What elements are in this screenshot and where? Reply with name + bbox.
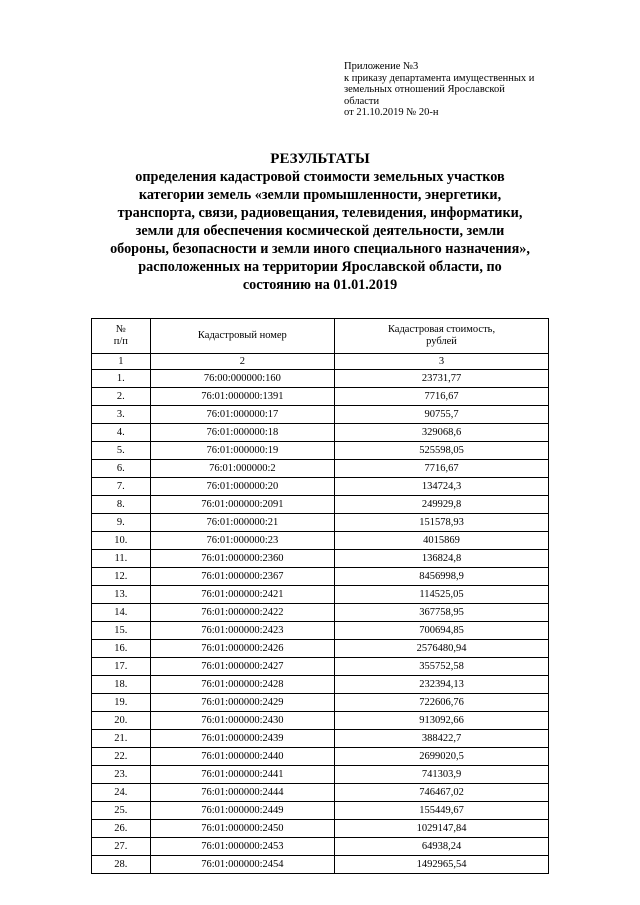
cadastral-number: 76:01:000000:19 bbox=[150, 442, 334, 460]
table-row bbox=[92, 820, 549, 838]
header-cost-unit: рублей bbox=[426, 336, 457, 347]
cadastral-cost: 367758,95 bbox=[335, 604, 549, 622]
table-row bbox=[92, 766, 549, 784]
appendix-line: от 21.10.2019 № 20-н bbox=[344, 107, 439, 119]
appendix-note bbox=[344, 61, 534, 119]
cadastral-number: 76:01:000000:23 bbox=[150, 532, 334, 550]
cadastral-cost: 329068,6 bbox=[335, 424, 549, 442]
table-row bbox=[92, 496, 549, 514]
appendix-line: к приказу департамента имущественных и bbox=[344, 72, 535, 84]
row-number: 27. bbox=[92, 838, 151, 856]
table-row bbox=[92, 694, 549, 712]
cadastral-cost: 722606,76 bbox=[335, 694, 549, 712]
header-cost-line: Кадастровая стоимость, bbox=[387, 324, 496, 335]
row-number: 23. bbox=[92, 766, 151, 784]
table-row bbox=[92, 442, 549, 460]
cadastral-cost: 151578,93 bbox=[335, 514, 549, 532]
row-number: 22. bbox=[92, 748, 151, 766]
cadastral-cost: 249929,8 bbox=[335, 496, 549, 514]
row-number: 19. bbox=[92, 694, 151, 712]
title-line: категории земель «земли промышленности, энергетики, bbox=[138, 187, 502, 203]
cadastral-cost: 388422,7 bbox=[335, 730, 549, 748]
table-row bbox=[92, 658, 549, 676]
title-line: расположенных на территории Ярославской области, по bbox=[138, 259, 502, 275]
table-row bbox=[92, 514, 549, 532]
column-number-row bbox=[92, 354, 549, 370]
cadastral-cost: 746467,02 bbox=[335, 784, 549, 802]
table-row bbox=[92, 676, 549, 694]
cadastral-number: 76:01:000000:18 bbox=[150, 424, 334, 442]
cadastral-cost: 114525,05 bbox=[335, 586, 549, 604]
table-row bbox=[92, 370, 549, 388]
cadastral-cost: 136824,8 bbox=[335, 550, 549, 568]
row-number: 15. bbox=[92, 622, 151, 640]
row-number: 13. bbox=[92, 586, 151, 604]
cadastral-number: 76:01:000000:2427 bbox=[150, 658, 334, 676]
header-cadastral-number: Кадастровый номер bbox=[150, 319, 334, 354]
row-number: 4. bbox=[92, 424, 151, 442]
appendix-line: области bbox=[344, 95, 380, 107]
row-number: 10. bbox=[92, 532, 151, 550]
column-number: 3 bbox=[335, 354, 549, 370]
cadastral-cost: 4015869 bbox=[335, 532, 549, 550]
title-line: состоянию на 01.01.2019 bbox=[242, 277, 398, 293]
row-number: 7. bbox=[92, 478, 151, 496]
cadastral-cost: 355752,58 bbox=[335, 658, 549, 676]
cadastral-cost: 741303,9 bbox=[335, 766, 549, 784]
row-number: 9. bbox=[92, 514, 151, 532]
row-number: 3. bbox=[92, 406, 151, 424]
table-header-row bbox=[92, 319, 549, 354]
cadastral-cost: 525598,05 bbox=[335, 442, 549, 460]
cadastral-number: 76:01:000000:2422 bbox=[150, 604, 334, 622]
cadastral-number: 76:01:000000:2439 bbox=[150, 730, 334, 748]
table-row bbox=[92, 748, 549, 766]
cadastral-number: 76:01:000000:2428 bbox=[150, 676, 334, 694]
cadastral-number: 76:01:000000:2429 bbox=[150, 694, 334, 712]
row-number: 28. bbox=[92, 856, 151, 874]
cadastral-number: 76:01:000000:2426 bbox=[150, 640, 334, 658]
row-number: 8. bbox=[92, 496, 151, 514]
cadastral-number: 76:01:000000:2367 bbox=[150, 568, 334, 586]
appendix-line: Приложение №3 bbox=[344, 61, 419, 72]
cadastral-cost: 1492965,54 bbox=[335, 856, 549, 874]
table-row bbox=[92, 640, 549, 658]
row-number: 6. bbox=[92, 460, 151, 478]
cadastral-cost: 155449,67 bbox=[335, 802, 549, 820]
cadastral-number: 76:01:000000:2 bbox=[150, 460, 334, 478]
cadastral-number: 76:01:000000:17 bbox=[150, 406, 334, 424]
column-number: 1 bbox=[92, 354, 151, 370]
row-number: 20. bbox=[92, 712, 151, 730]
cadastral-number: 76:01:000000:2423 bbox=[150, 622, 334, 640]
cadastral-cost: 90755,7 bbox=[335, 406, 549, 424]
row-number: 14. bbox=[92, 604, 151, 622]
title-heading: РЕЗУЛЬТАТЫ bbox=[270, 151, 370, 167]
cadastral-cost: 2699020,5 bbox=[335, 748, 549, 766]
cadastral-cost: 8456998,9 bbox=[335, 568, 549, 586]
cadastral-number: 76:01:000000:2091 bbox=[150, 496, 334, 514]
table-row bbox=[92, 478, 549, 496]
row-number: 17. bbox=[92, 658, 151, 676]
cadastral-cost: 1029147,84 bbox=[335, 820, 549, 838]
cadastral-cost: 7716,67 bbox=[335, 388, 549, 406]
table-row bbox=[92, 460, 549, 478]
cadastral-number: 76:01:000000:1391 bbox=[150, 388, 334, 406]
table-row bbox=[92, 604, 549, 622]
table-row bbox=[92, 622, 549, 640]
table-row bbox=[92, 550, 549, 568]
row-number: 12. bbox=[92, 568, 151, 586]
column-number: 2 bbox=[150, 354, 334, 370]
cadastral-number: 76:01:000000:2444 bbox=[150, 784, 334, 802]
cadastral-number: 76:01:000000:2421 bbox=[150, 586, 334, 604]
row-number: 25. bbox=[92, 802, 151, 820]
row-number: 1. bbox=[92, 370, 151, 388]
cadastral-cost: 232394,13 bbox=[335, 676, 549, 694]
header-number bbox=[92, 319, 151, 354]
row-number: 24. bbox=[92, 784, 151, 802]
appendix-line: земельных отношений Ярославской bbox=[344, 84, 505, 96]
cadastral-cost: 7716,67 bbox=[335, 460, 549, 478]
cadastral-number: 76:01:000000:2453 bbox=[150, 838, 334, 856]
header-number-symbol: № bbox=[115, 324, 126, 335]
table-row bbox=[92, 532, 549, 550]
row-number: 18. bbox=[92, 676, 151, 694]
cadastral-cost: 64938,24 bbox=[335, 838, 549, 856]
cadastral-number: 76:01:000000:2449 bbox=[150, 802, 334, 820]
cadastral-number: 76:01:000000:2360 bbox=[150, 550, 334, 568]
table-row bbox=[92, 568, 549, 586]
table-row bbox=[92, 424, 549, 442]
row-number: 26. bbox=[92, 820, 151, 838]
table-row bbox=[92, 712, 549, 730]
row-number: 5. bbox=[92, 442, 151, 460]
title-line: транспорта, связи, радиовещания, телевидения, информатики, bbox=[117, 205, 523, 221]
table-row bbox=[92, 838, 549, 856]
row-number: 16. bbox=[92, 640, 151, 658]
title-line: земли для обеспечения космической деятельности, земли bbox=[135, 223, 505, 239]
cadastral-cost: 2576480,94 bbox=[335, 640, 549, 658]
title-line: обороны, безопасности и земли иного специального назначения», bbox=[110, 241, 530, 257]
cadastral-number: 76:01:000000:21 bbox=[150, 514, 334, 532]
row-number: 2. bbox=[92, 388, 151, 406]
cadastral-number: 76:01:000000:2454 bbox=[150, 856, 334, 874]
cadastral-number: 76:01:000000:20 bbox=[150, 478, 334, 496]
cadastral-cost: 913092,66 bbox=[335, 712, 549, 730]
cadastral-cost: 134724,3 bbox=[335, 478, 549, 496]
cadastral-number: 76:01:000000:2430 bbox=[150, 712, 334, 730]
cadastral-number: 76:01:000000:2450 bbox=[150, 820, 334, 838]
row-number: 11. bbox=[92, 550, 151, 568]
document-title bbox=[60, 150, 580, 294]
row-number: 21. bbox=[92, 730, 151, 748]
cadastral-value-table bbox=[91, 318, 549, 874]
cadastral-number: 76:00:000000:160 bbox=[150, 370, 334, 388]
table-row bbox=[92, 406, 549, 424]
table-row bbox=[92, 388, 549, 406]
table-row bbox=[92, 784, 549, 802]
table-row bbox=[92, 730, 549, 748]
header-cadastral-cost bbox=[335, 319, 549, 354]
table-row bbox=[92, 802, 549, 820]
cadastral-cost: 700694,85 bbox=[335, 622, 549, 640]
table-row bbox=[92, 586, 549, 604]
cadastral-number: 76:01:000000:2440 bbox=[150, 748, 334, 766]
cadastral-cost: 23731,77 bbox=[335, 370, 549, 388]
table-row bbox=[92, 856, 549, 874]
cadastral-number: 76:01:000000:2441 bbox=[150, 766, 334, 784]
header-number-abbr: п/п bbox=[113, 336, 128, 347]
title-line: определения кадастровой стоимости земельных участков bbox=[135, 169, 505, 185]
